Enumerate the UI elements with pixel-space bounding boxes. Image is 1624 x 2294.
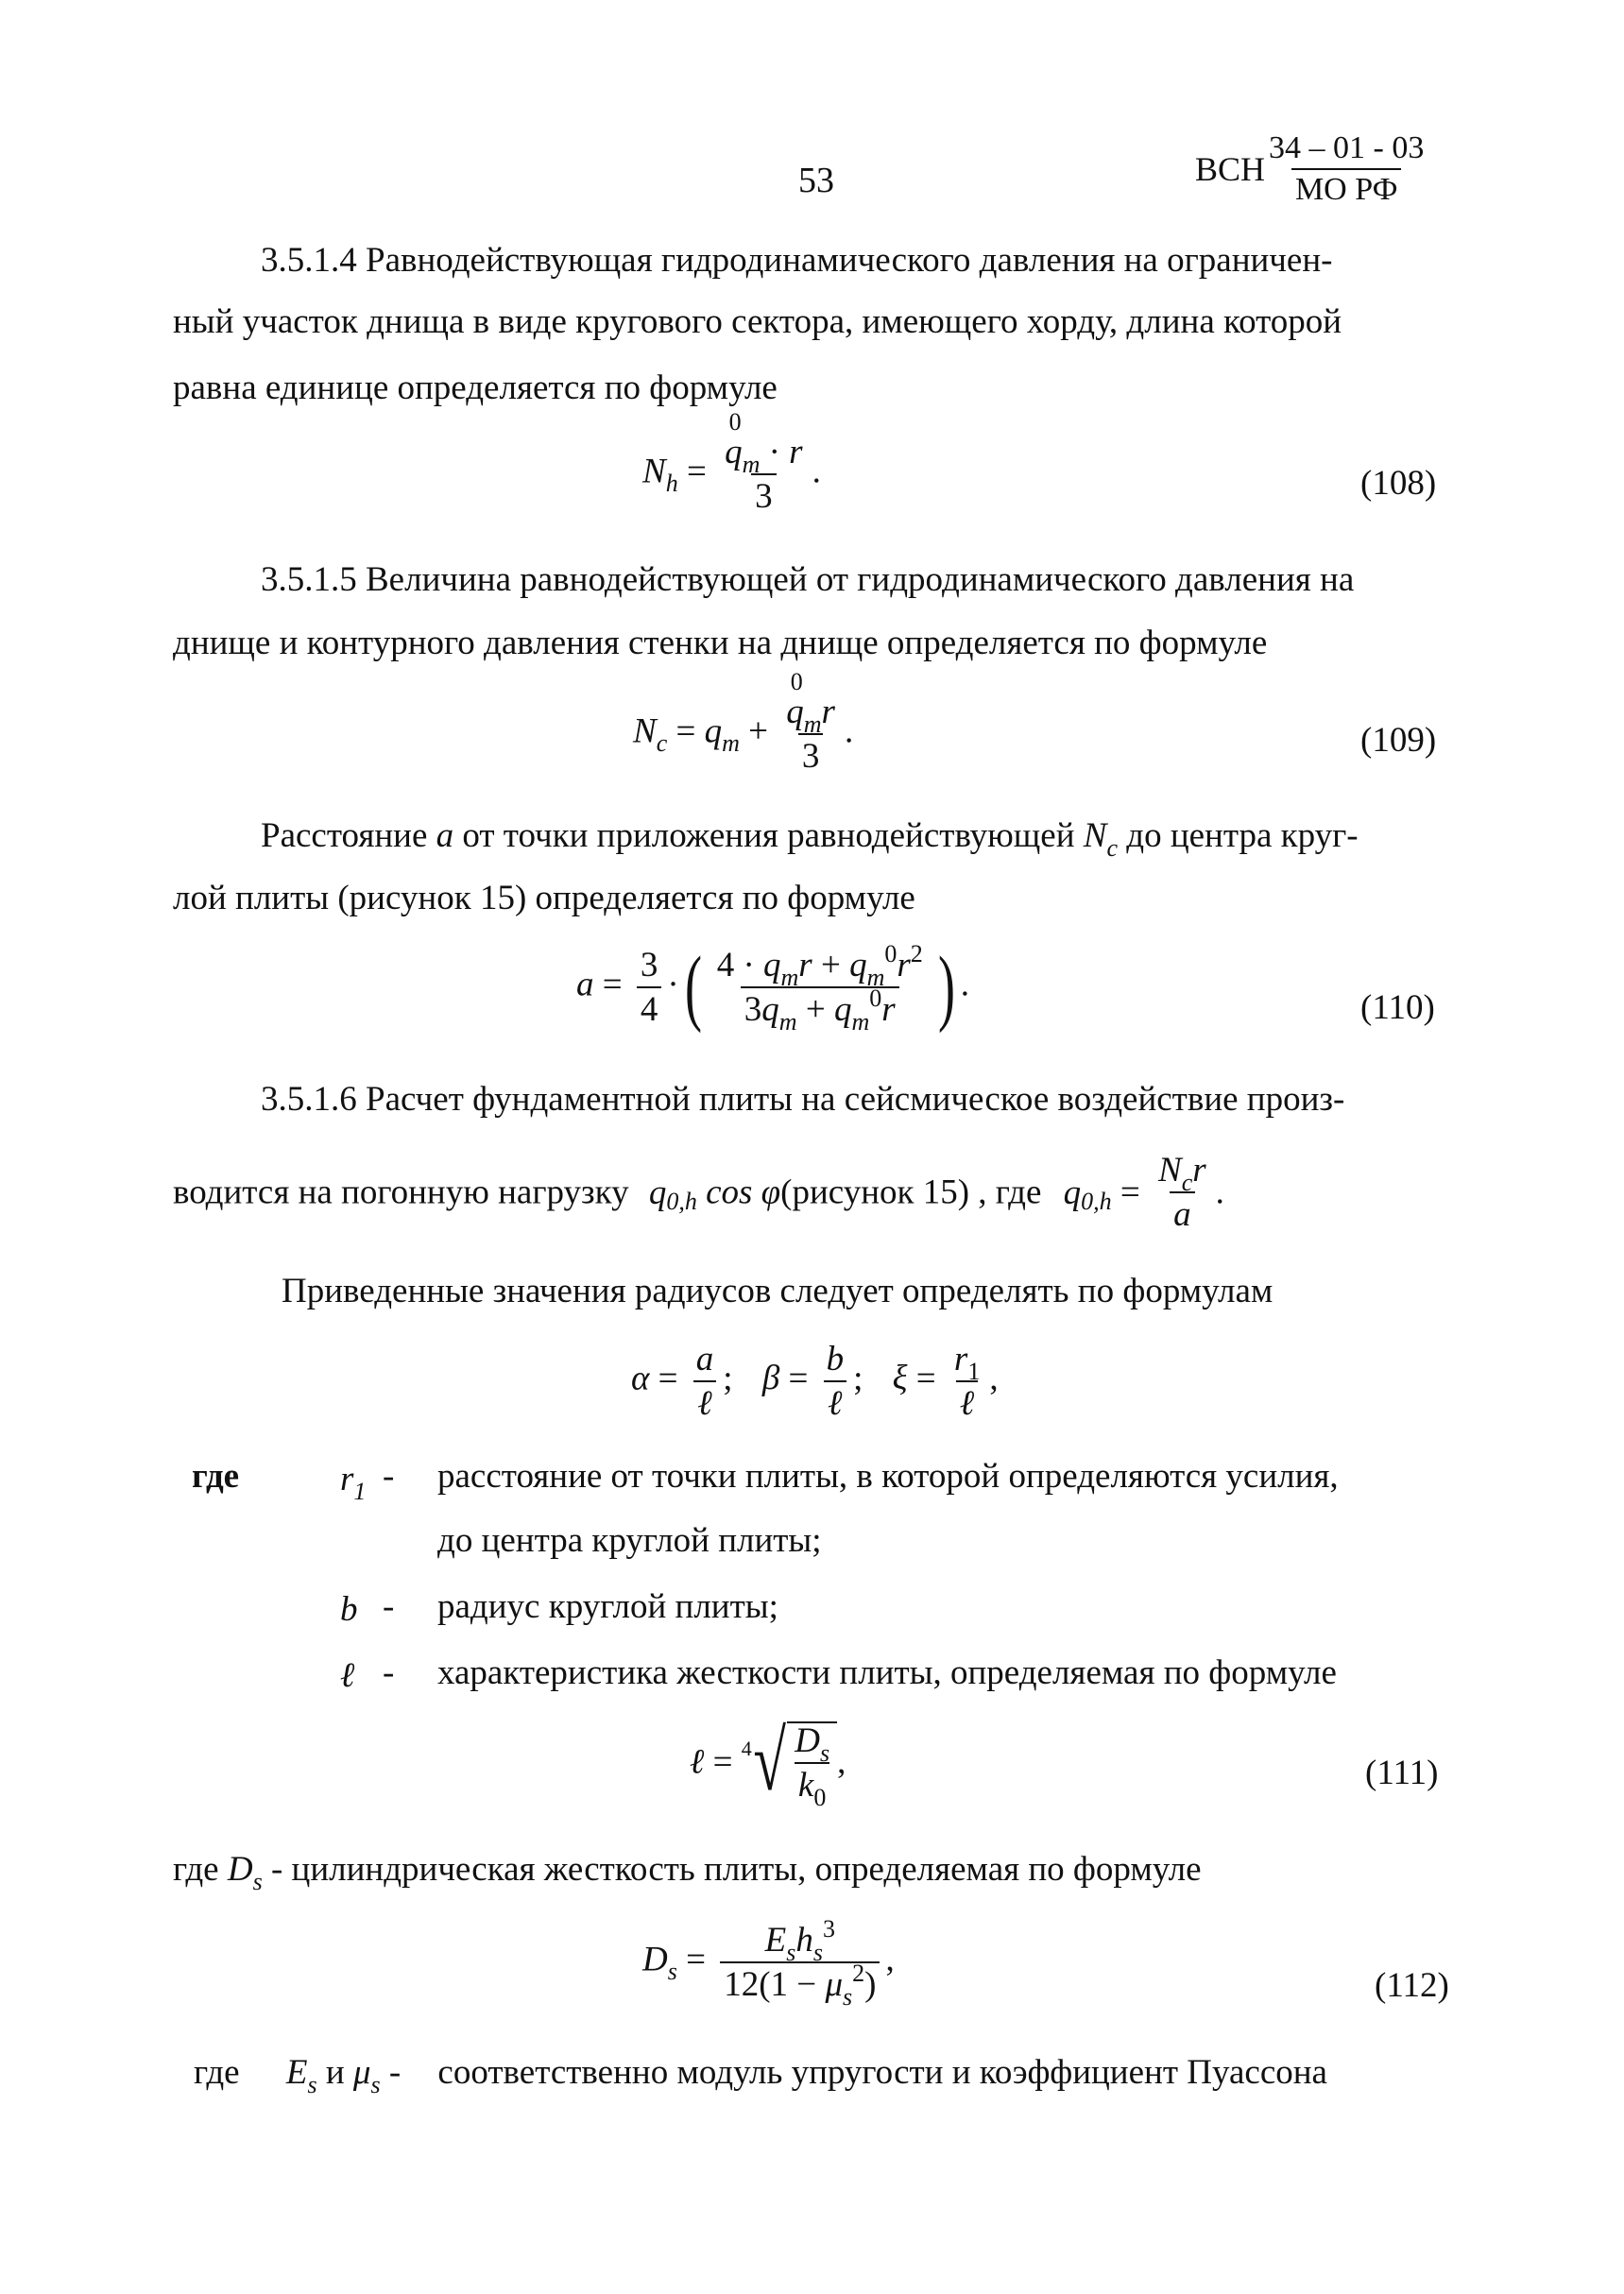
para-distance-line2: лой плиты (рисунок 15) определяется по формуле — [173, 879, 915, 917]
equation-radii: α = $\frac{a}{\text{ℓ}}$ ; β = $\frac{b}{\text{ℓ}}$ ; ξ = $\frac{r_1}{\text{ℓ}}$ , — [631, 1340, 999, 1423]
page-number: 53 — [798, 161, 834, 200]
para-distance-word: Расстояние — [261, 816, 428, 855]
equation-110-number: (110) — [1360, 988, 1435, 1027]
para-3516-text-b: (рисунок 15) , где — [780, 1173, 1042, 1212]
definitions-where-label: где — [192, 1457, 240, 1496]
document-code-bottom: МО РФ — [1291, 168, 1401, 208]
definition-b-text: радиус круглой плиты; — [437, 1587, 778, 1626]
definition-l-dash: - — [383, 1653, 395, 1692]
para-es-dash: - — [388, 2053, 402, 2092]
para-distance-mid: от точки приложения равнодействующей — [462, 816, 1075, 855]
para-ds-where: где — [173, 1850, 219, 1889]
definition-r1-text-1: расстояние от точки плиты, в которой определяются усилия, — [437, 1457, 1339, 1496]
document-code-prefix: ВСН — [1195, 150, 1266, 188]
equation-109-number: (109) — [1360, 721, 1437, 760]
para-ds-text: - цилиндрическая жесткость плиты, определяемая по формуле — [270, 1850, 1202, 1889]
para-es-where: где — [194, 2053, 240, 2092]
equation-110: a = $\frac{3}{4}$ ·( $\frac{4 \cdot q_mr + q_m^0r^2}{3q_m + q_m^0r}$ ) . — [576, 940, 969, 1036]
para-3514-line3: равна единице определяется по формуле — [173, 368, 778, 407]
para-es-and: и — [325, 2053, 345, 2092]
document-code-top: 34 – 01 - 03 — [1269, 130, 1425, 165]
para-3516-text-a: водится на погонную нагрузку — [173, 1173, 629, 1212]
equation-112-number: (112) — [1375, 1966, 1449, 2005]
equation-111-number: (111) — [1365, 1754, 1439, 1792]
definition-r1-dash: - — [383, 1457, 395, 1496]
para-3514-line2: ный участок днища в виде кругового сектора, имеющего хорду, длина которой — [173, 302, 1342, 341]
para-3516-line2: водится на погонную нагрузку $q_{0,h}$ cos φ(рисунок 15) , где $q_{0,h}$ = $\frac{N_cr}{a}$ . — [173, 1151, 1224, 1234]
para-3515-line2: днище и контурного давления стенки на днище определяется по формуле — [173, 624, 1268, 662]
document-code-fraction — [1265, 130, 1427, 208]
definition-l-text: характеристика жесткости плиты, определяемая по формуле — [437, 1653, 1337, 1692]
para-ds: где $D_s$ - цилиндрическая жесткость плиты, определяемая по формуле — [173, 1850, 1202, 1895]
definition-b-dash: - — [383, 1587, 395, 1626]
equation-109: $N_c = q_m$ + q 0 $_m$r 3 . — [633, 668, 854, 776]
definition-b-symbol: b — [340, 1590, 358, 1629]
para-es: где $E_s$ и $\mu_s$ - соответственно модуль упругости и коэффициент Пуассона — [194, 2053, 1327, 2098]
para-es-text: соответственно модуль упругости и коэффициент Пуассона — [437, 2053, 1327, 2092]
para-distance-end: до центра круг- — [1126, 816, 1359, 855]
para-3516-line1: 3.5.1.6 Расчет фундаментной плиты на сейсмическое воздействие произ- — [261, 1080, 1345, 1119]
equation-108: $N_h$ = q 0 $_m$ · r 3 . — [642, 408, 821, 516]
para-3515-line1: 3.5.1.5 Величина равнодействующей от гидродинамического давления на — [261, 560, 1355, 599]
equation-111: ℓ = 4 √ $\frac{D_s}{k_0}$ , — [690, 1715, 846, 1811]
definition-r1-text-2: до центра круглой плиты; — [437, 1521, 822, 1560]
equation-108-number: (108) — [1360, 464, 1437, 503]
para-radii: Приведенные значения радиусов следует определять по формулам — [282, 1272, 1274, 1310]
equation-112: $D_s$ = $\frac{E_sh_s^3}{12(1 - \mu_s^2)}$ , — [642, 1915, 895, 2011]
para-3514-line1: 3.5.1.4 Равнодействующая гидродинамического давления на ограничен- — [261, 241, 1333, 280]
document-code — [1195, 130, 1427, 208]
para-distance-line1: Расстояние a от точки приложения равнодействующей $N_c$ до центра круг- — [261, 816, 1359, 862]
definition-r1-symbol: $r_1$ — [340, 1460, 367, 1505]
definition-l-symbol: ℓ — [340, 1656, 355, 1695]
